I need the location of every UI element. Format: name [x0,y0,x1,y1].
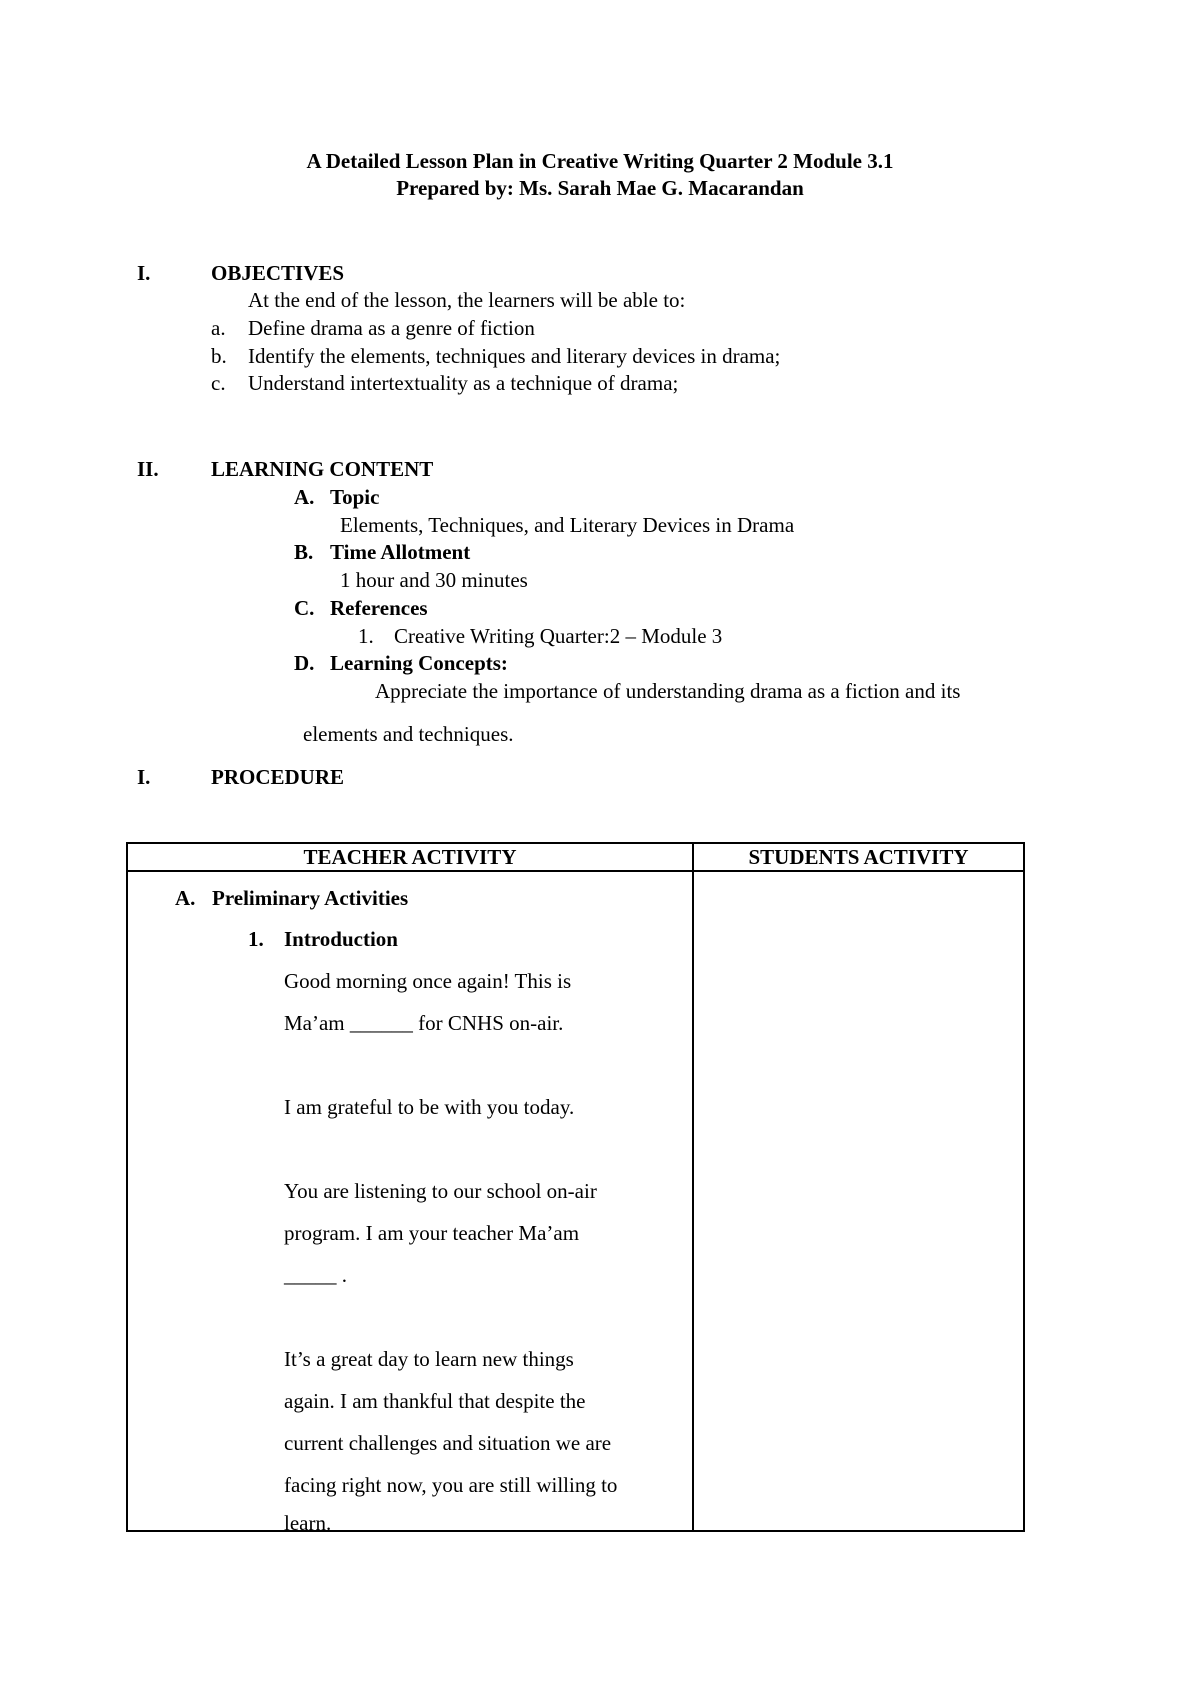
section-title: Preliminary Activities [212,886,409,910]
objectives-heading: OBJECTIVES [211,261,345,285]
objective-marker-b: b. [211,344,227,368]
script-line: You are listening to our school on-air [284,1179,597,1203]
topic-label: Topic [330,485,380,509]
teacher-activity-cell [127,871,693,1535]
topic-marker: A. [294,485,315,509]
prepared-by: Prepared by: Ms. Sarah Mae G. Macarandan [396,176,804,200]
topic-text: Elements, Techniques, and Literary Devices in Drama [340,513,795,537]
script-line: facing right now, you are still willing to [284,1473,618,1497]
table-row [127,871,1024,1531]
reference-item: Creative Writing Quarter:2 – Module 3 [394,624,723,648]
script-line: program. I am your teacher Ma’am [284,1221,580,1245]
script-line: _____ . [284,1263,347,1287]
time-text: 1 hour and 30 minutes [340,568,528,592]
references-marker: C. [294,596,315,620]
concepts-label: Learning Concepts: [330,651,508,675]
procedure-heading: PROCEDURE [211,765,345,789]
script-line: It’s a great day to learn new things [284,1347,574,1371]
script-line: Ma’am ______ for CNHS on-air. [284,1011,564,1035]
objectives-intro: At the end of the lesson, the learners will be able to: [248,288,686,312]
objective-item-c: Understand intertextuality as a technique of drama; [248,371,679,395]
objective-item-a: Define drama as a genre of fiction [248,316,535,340]
script-line: Good morning once again! This is [284,969,572,993]
reference-item-marker: 1. [358,624,374,648]
content-numeral: II. [137,457,159,481]
subsection-title: Introduction [284,927,398,951]
script-line: I am grateful to be with you today. [284,1095,575,1119]
table-header-row [127,843,1024,871]
script-line: learn. [284,1511,332,1535]
time-marker: B. [294,540,314,564]
objective-marker-a: a. [211,316,226,340]
subsection-marker: 1. [248,927,264,951]
references-label: References [330,596,428,620]
students-activity-header: STUDENTS ACTIVITY [693,843,1024,871]
concepts-line-2: elements and techniques. [303,722,514,746]
procedure-table [126,842,1025,1535]
objectives-numeral: I. [137,261,151,285]
content-heading: LEARNING CONTENT [211,457,434,481]
concepts-line-1: Appreciate the importance of understanding drama as a fiction and its [375,679,961,703]
document-title: A Detailed Lesson Plan in Creative Writing Quarter 2 Module 3.1 [306,149,894,173]
script-line: again. I am thankful that despite the [284,1389,586,1413]
students-activity-cell [693,871,1024,1531]
teacher-activity-header: TEACHER ACTIVITY [127,843,693,871]
procedure-numeral: I. [137,765,151,789]
concepts-marker: D. [294,651,315,675]
script-line: current challenges and situation we are [284,1431,612,1455]
time-label: Time Allotment [330,540,471,564]
objective-marker-c: c. [211,371,226,395]
objective-item-b: Identify the elements, techniques and literary devices in drama; [248,344,781,368]
section-marker: A. [175,886,196,910]
